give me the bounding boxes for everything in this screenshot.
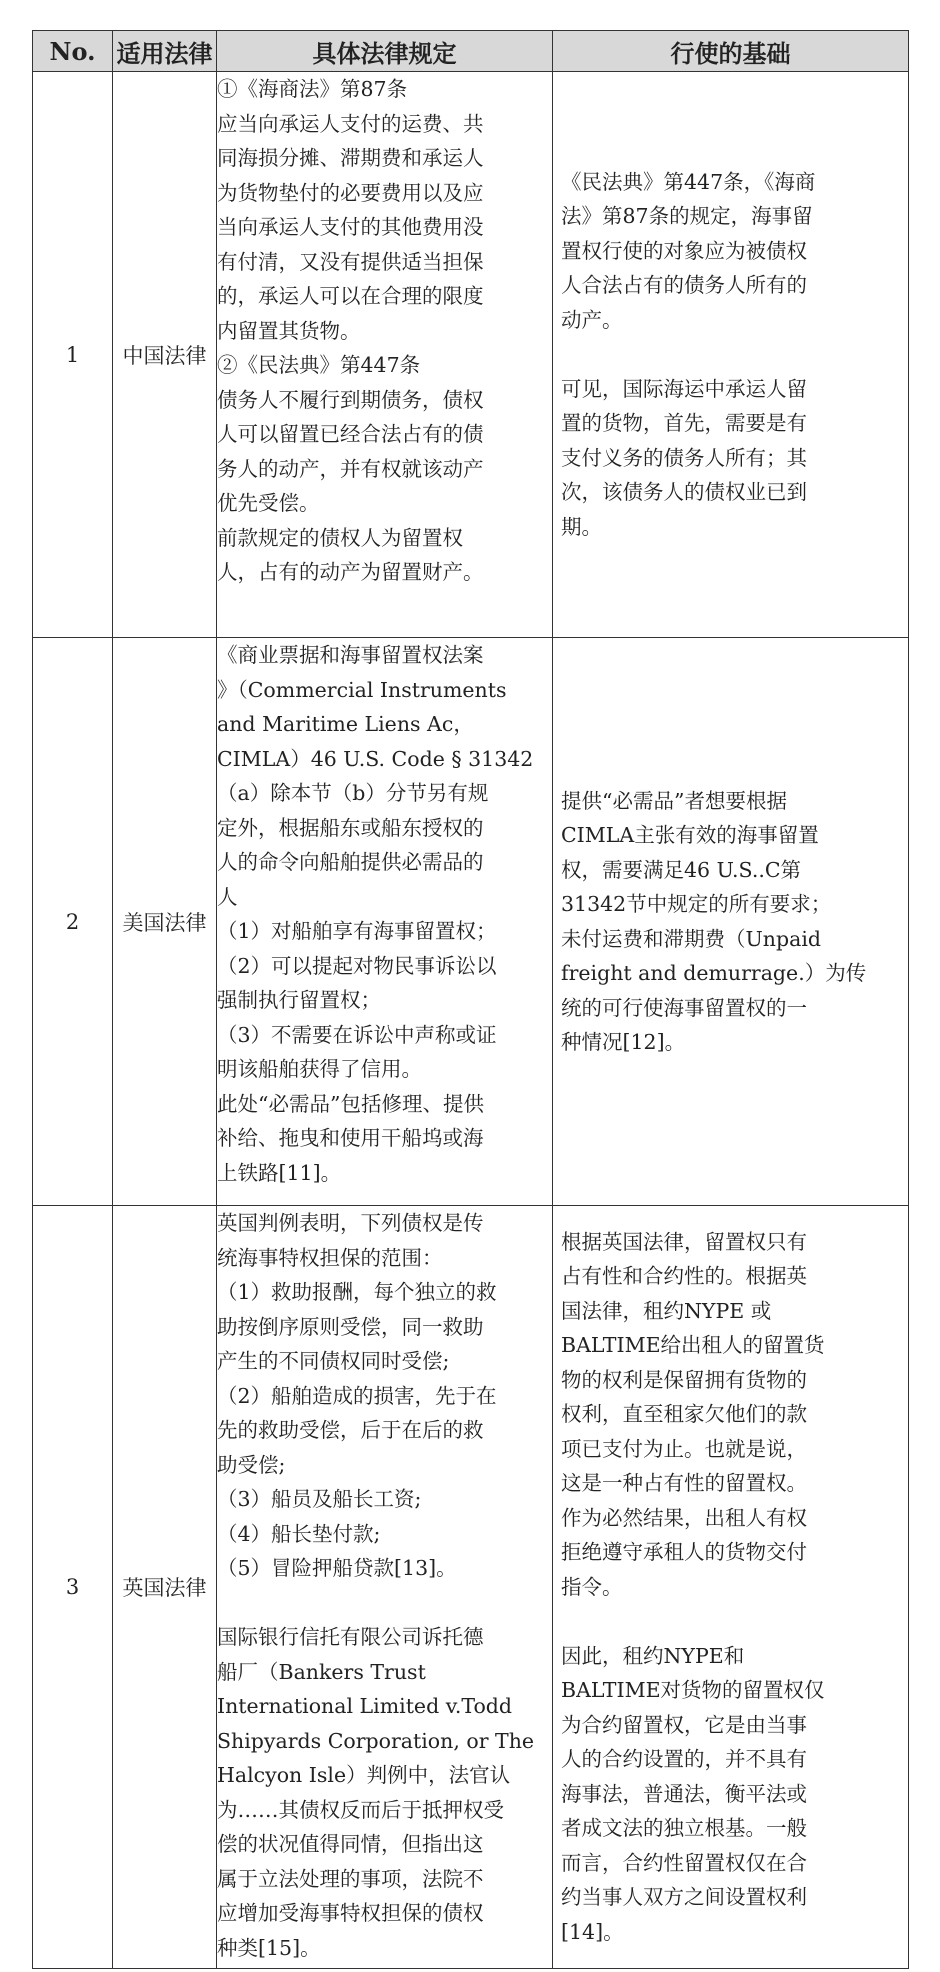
text-line: 国法律，租约NYPE 或 (561, 1298, 772, 1323)
text-line: （1）对船舶享有海事留置权； (217, 919, 497, 943)
text-line: 置的货物，首先，需要是有 (561, 411, 807, 436)
text-line: 属于立法处理的事项，法院不 (217, 1866, 484, 1891)
text-line: 人，占有的动产为留置财产。 (217, 560, 484, 584)
text-line: 项已支付为止。也就是说， (561, 1436, 807, 1461)
text-line: 者成文法的独立根基。一般 (561, 1816, 807, 1841)
text-line: 偿的状况值得同情，但指出这 (217, 1832, 484, 1856)
text-line: 约当事人双方之间设置权利 (561, 1885, 807, 1910)
provisions-cell (217, 72, 553, 638)
table-row (33, 638, 909, 1206)
text-line: 人合法占有的债务人所有的 (561, 273, 807, 298)
provisions-cell (217, 638, 553, 1206)
text-line: 船厂（Bankers Trust (217, 1659, 426, 1684)
text-line: 31342节中规定的所有要求； (561, 892, 832, 916)
table-header-row (33, 31, 909, 72)
text-line: and Maritime Liens Ac， (217, 712, 474, 736)
text-line: 上铁路[11]。 (217, 1160, 342, 1185)
text-line: 优先受偿。 (217, 491, 320, 515)
text-line: ①《海商法》第87条 (217, 77, 408, 101)
text-line: 的，承运人可以在合理的限度 (217, 284, 484, 308)
text-line: 根据英国法律，留置权只有 (561, 1229, 807, 1254)
text-line: 物的权利是保留拥有货物的 (561, 1367, 807, 1392)
text-line: 前款规定的债权人为留置权 (217, 525, 463, 550)
basis-cell (553, 1206, 909, 1969)
applicable-law: 美国法律 (113, 638, 217, 1206)
text-line: 为……其债权反而后于抵押权受 (217, 1797, 504, 1822)
text-line: 内留置其货物。 (217, 318, 361, 343)
text-line: 同海损分摊、滞期费和承运人 (217, 146, 484, 170)
applicable-law: 英国法律 (113, 1206, 217, 1969)
text-line: CIMLA）46 U.S. Code § 31342 (217, 746, 534, 771)
text-line: 占有性和合约性的。根据英 (561, 1264, 807, 1289)
text-line: （3）不需要在诉讼中声称或证 (217, 1022, 497, 1047)
text-line: 种类[15]。 (217, 1935, 321, 1960)
header-applicable-law: 适用法律 (113, 31, 217, 72)
text-line: BALTIME给出租人的留置货 (561, 1333, 825, 1358)
text-line: （5）冒险押船贷款[13]。 (217, 1556, 457, 1580)
paragraph-gap (561, 337, 908, 372)
text-line: 可见，国际海运中承运人留 (561, 376, 807, 401)
text-line: 强制执行留置权； (217, 988, 381, 1012)
text-line: BALTIME对货物的留置权仅 (561, 1678, 825, 1703)
provisions-cell (217, 1206, 553, 1969)
text-line: CIMLA主张有效的海事留置 (561, 823, 819, 847)
text-line: 指令。 (561, 1574, 623, 1599)
text-line: 为合约留置权，它是由当事 (561, 1712, 807, 1737)
text-line: 这是一种占有性的留置权。 (561, 1471, 807, 1496)
text-line: 人的命令向船舶提供必需品的 (217, 850, 484, 874)
maritime-lien-table (32, 30, 909, 1969)
text-line: 英国判例表明，下列债权是传 (217, 1211, 484, 1235)
text-line: 人 (217, 884, 238, 909)
text-line: 权利，直至租家欠他们的款 (561, 1402, 807, 1427)
text-line: （2）船舶造成的损害，先于在 (217, 1383, 497, 1408)
text-line: 人的合约设置的，并不具有 (561, 1747, 807, 1772)
text-line: 应增加受海事特权担保的债权 (217, 1901, 484, 1925)
text-line: 动产。 (561, 307, 623, 332)
text-line: （3）船员及船长工资; (217, 1487, 422, 1511)
text-line: 置权行使的对象应为被债权 (561, 238, 807, 263)
text-line: 助按倒序原则受偿，同一救助 (217, 1314, 484, 1339)
text-line: 权，需要满足46 U.S..C第 (561, 857, 802, 882)
text-line: freight and demurrage.）为传 (561, 961, 867, 985)
text-line: 当向承运人支付的其他费用没 (217, 215, 484, 239)
row-number: 3 (33, 1206, 113, 1969)
text-line: 法》第87条的规定，海事留 (561, 204, 813, 229)
text-line: Halcyon Isle）判例中，法官认 (217, 1763, 511, 1787)
text-line: 务人的动产，并有权就该动产 (217, 456, 484, 481)
text-line: 期。 (561, 514, 602, 539)
text-line: 先的救助受偿，后于在后的救 (217, 1418, 484, 1442)
text-line: 补给、拖曳和使用干船坞或海 (217, 1126, 484, 1150)
header-basis-of-exercise: 行使的基础 (553, 31, 909, 72)
text-line: 海事法，普通法，衡平法或 (561, 1781, 807, 1806)
text-line: [14]。 (561, 1919, 624, 1944)
text-line: 拒绝遵守承租人的货物交付 (561, 1540, 807, 1565)
row-number: 2 (33, 638, 113, 1206)
paragraph-gap (217, 1586, 552, 1621)
text-line: 助受偿; (217, 1452, 286, 1477)
table-row (33, 72, 909, 638)
text-line: （a）除本节（b）分节另有规 (217, 781, 489, 805)
text-line: 提供“必需品”者想要根据 (561, 788, 787, 813)
basis-cell (553, 638, 909, 1206)
text-line: 债务人不履行到期债务，债权 (217, 387, 484, 412)
text-line: 此处“必需品”包括修理、提供 (217, 1091, 484, 1116)
text-line: 支付义务的债务人所有；其 (561, 445, 807, 470)
text-line: 统的可行使海事留置权的一 (561, 995, 807, 1020)
paragraph-gap (561, 1604, 908, 1639)
text-line: 产生的不同债权同时受偿; (217, 1349, 450, 1373)
text-line: 作为必然结果，出租人有权 (561, 1505, 807, 1530)
text-line: 次，该债务人的债权业已到 (561, 480, 807, 505)
text-line: （2）可以提起对物民事诉讼以 (217, 953, 497, 978)
text-line: 定外，根据船东或船东授权的 (217, 815, 484, 840)
text-line: 有付清，又没有提供适当担保 (217, 249, 484, 274)
text-line: ②《民法典》第447条 (217, 353, 421, 377)
text-line: Shipyards Corporation, or The (217, 1728, 535, 1753)
text-line: 人可以留置已经合法占有的债 (217, 422, 484, 446)
text-line: （1）救助报酬，每个独立的救 (217, 1280, 497, 1304)
text-line: 》（Commercial Instruments (217, 677, 507, 702)
text-line: International Limited v.Todd (217, 1694, 513, 1718)
text-line: （4）船长垫付款; (217, 1521, 381, 1546)
text-line: 统海事特权担保的范围： (217, 1245, 443, 1270)
text-line: 而言，合约性留置权仅在合 (561, 1850, 807, 1875)
applicable-law: 中国法律 (113, 72, 217, 638)
table-row (33, 1206, 909, 1969)
text-line: 未付运费和滞期费（Unpaid (561, 926, 822, 951)
text-line: 《民法典》第447条，《海商 (561, 169, 816, 194)
row-number: 1 (33, 72, 113, 638)
basis-cell (553, 72, 909, 638)
text-line: 国际银行信托有限公司诉托德 (217, 1625, 484, 1649)
text-line: 《商业票据和海事留置权法案 (217, 643, 484, 667)
text-line: 应当向承运人支付的运费、共 (217, 111, 484, 136)
text-line: 明该船舶获得了信用。 (217, 1057, 422, 1081)
text-line: 为货物垫付的必要费用以及应 (217, 180, 484, 205)
header-no: No. (33, 31, 113, 72)
text-line: 种情况[12]。 (561, 1030, 686, 1054)
header-specific-provisions: 具体法律规定 (217, 31, 553, 72)
text-line: 因此，租约NYPE和 (561, 1643, 745, 1668)
